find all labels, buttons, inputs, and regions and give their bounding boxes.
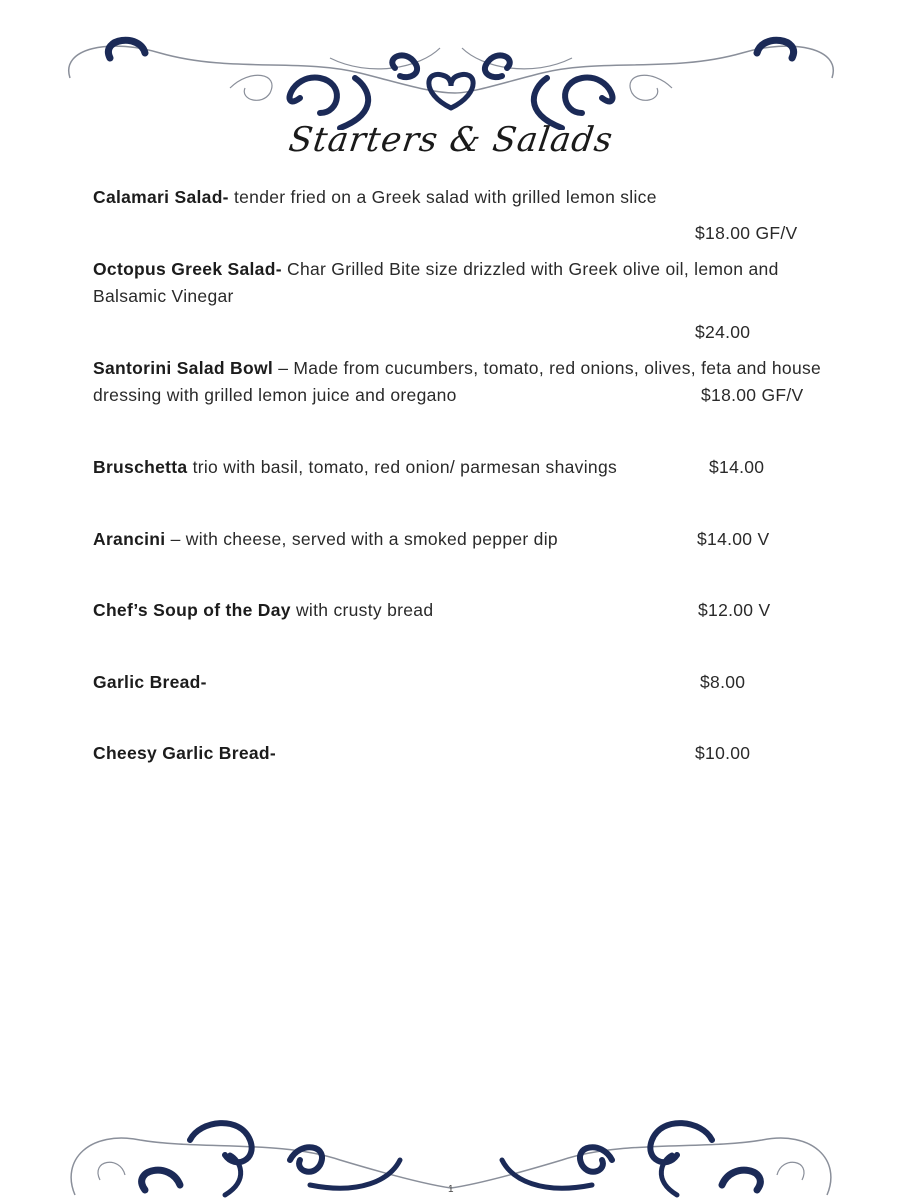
menu-item [93, 454, 823, 481]
menu-item [93, 355, 823, 409]
top-flourish-ornament [0, 18, 902, 130]
menu-item [93, 597, 823, 624]
item-price: $12.00 V [698, 600, 771, 620]
item-description: tender fried on a Greek salad with grilled lemon slice [228, 187, 657, 207]
menu-item [93, 256, 823, 342]
item-name: Bruschetta [93, 457, 188, 477]
item-price: $10.00 [695, 743, 751, 763]
item-name: Arancini [93, 529, 166, 549]
page-number: 1 [448, 1184, 454, 1195]
item-description: Char Grilled Bite size drizzled with Greek olive oil, lemon and Balsamic Vinegar [93, 259, 779, 306]
item-description: – Made from cucumbers, tomato, red onions, olives, feta and house dressing with grilled lemon juice and oregano [93, 358, 822, 405]
item-description: trio with basil, tomato, red onion/ parmesan shavings [187, 457, 618, 477]
menu-item [93, 669, 823, 696]
menu-section-title: Starters & Salads [286, 120, 616, 160]
item-price: $14.00 V [697, 529, 770, 549]
item-price: $24.00 [695, 322, 751, 342]
item-description: – with cheese, served with a smoked pepper dip [165, 529, 558, 549]
item-price: $14.00 [709, 457, 765, 477]
item-price: $18.00 GF/V [695, 223, 798, 243]
item-description: with crusty bread [290, 600, 434, 620]
menu-item [93, 740, 823, 767]
item-name: Garlic Bread- [93, 672, 207, 692]
menu-item [93, 184, 823, 243]
item-name: Cheesy Garlic Bread- [93, 743, 277, 763]
item-price: $18.00 GF/V [695, 382, 804, 409]
item-price: $8.00 [700, 672, 746, 692]
item-name: Santorini Salad Bowl [93, 358, 274, 378]
item-name: Calamari Salad- [93, 187, 229, 207]
item-name: Octopus Greek Salad- [93, 259, 282, 279]
menu-item [93, 526, 823, 553]
item-name: Chef’s Soup of the Day [93, 600, 291, 620]
